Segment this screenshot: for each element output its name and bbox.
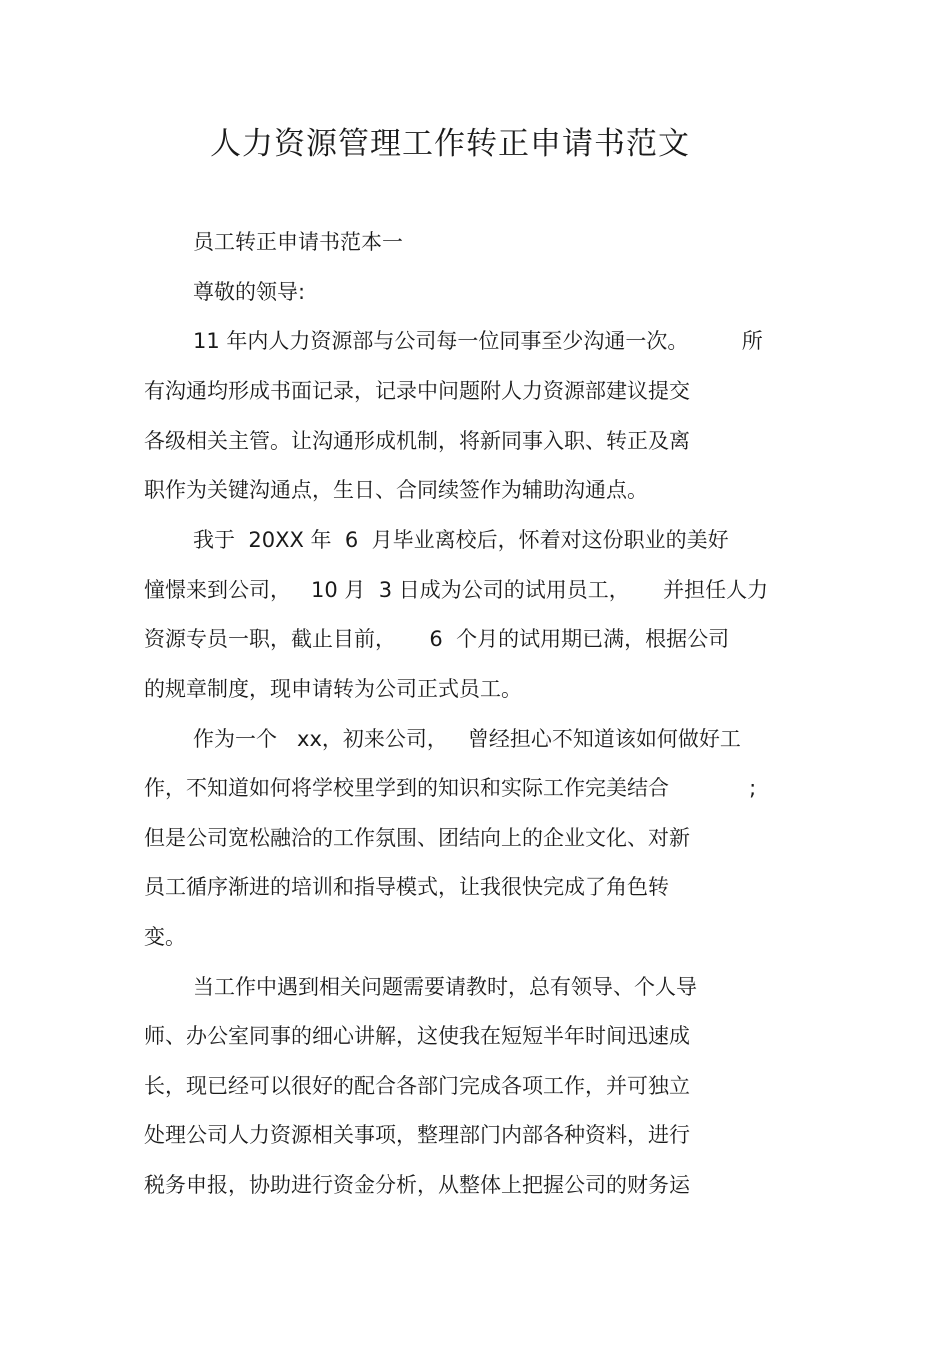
paragraph-line: 长，现已经可以很好的配合各部门完成各项工作，并可独立	[144, 1074, 690, 1098]
paragraph-line: 各级相关主管。让沟通形成机制，将新同事入职、转正及离	[144, 429, 690, 453]
paragraph-line: 11 年内人力资源部与公司每一位同事至少沟通一次。 所	[193, 329, 763, 353]
section-heading: 员工转正申请书范本一	[193, 230, 403, 254]
paragraph-line: 师、办公室同事的细心讲解，这使我在短短半年时间迅速成	[144, 1024, 690, 1048]
paragraph-line: 变。	[144, 925, 186, 949]
paragraph-line: 憧憬来到公司， 10 月 3 日成为公司的试用员工， 并担任人力	[144, 578, 769, 602]
paragraph-line: 作，不知道如何将学校里学到的知识和实际工作完美结合 ;	[144, 776, 757, 800]
salutation: 尊敬的领导:	[193, 280, 306, 304]
paragraph-line: 资源专员一职，截止目前， 6 个月的试用期已满，根据公司	[144, 627, 730, 651]
document-title: 人力资源管理工作转正申请书范文	[210, 126, 690, 162]
paragraph-line: 有沟通均形成书面记录，记录中问题附人力资源部建议提交	[144, 379, 690, 403]
paragraph-line: 的规章制度，现申请转为公司正式员工。	[144, 677, 522, 701]
paragraph-line: 税务申报，协助进行资金分析，从整体上把握公司的财务运	[144, 1173, 690, 1197]
paragraph-line: 职作为关键沟通点，生日、合同续签作为辅助沟通点。	[144, 478, 648, 502]
paragraph-line: 当工作中遇到相关问题需要请教时，总有领导、个人导	[193, 975, 697, 999]
paragraph-line: 作为一个 xx，初来公司， 曾经担心不知道该如何做好工	[193, 727, 741, 751]
paragraph-line: 我于 20XX 年 6 月毕业离校后，怀着对这份职业的美好	[193, 528, 729, 552]
paragraph-line: 但是公司宽松融洽的工作氛围、团结向上的企业文化、对新	[144, 826, 690, 850]
paragraph-line: 处理公司人力资源相关事项，整理部门内部各种资料，进行	[144, 1123, 690, 1147]
paragraph-line: 员工循序渐进的培训和指导模式，让我很快完成了角色转	[144, 875, 669, 899]
